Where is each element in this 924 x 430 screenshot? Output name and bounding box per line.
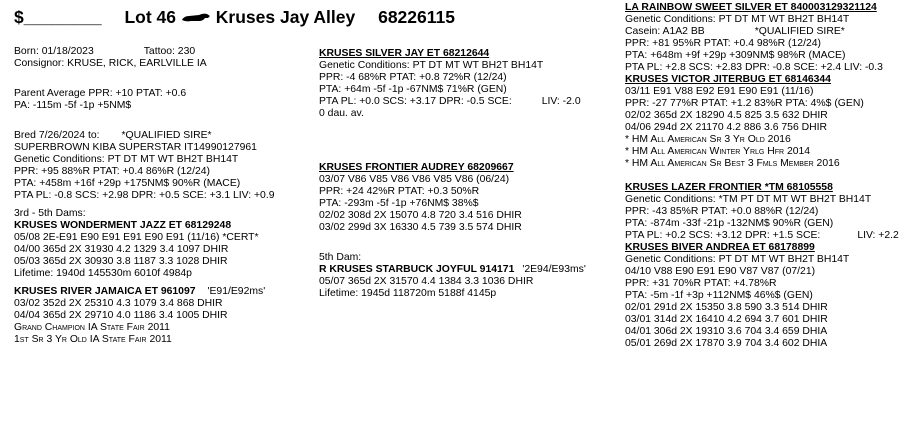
third-dam-lifetime: Lifetime: 1940d 145530m 6010f 4984p <box>14 268 192 279</box>
sire-name: KRUSES SILVER JAY ET 68212644 <box>319 48 490 59</box>
animal-name: Kruses Jay Alley <box>215 7 356 27</box>
fifth-dam-name: R KRUSES STARBUCK JOYFUL 914171 <box>319 264 515 275</box>
fifth-dam-title: 5th Dam: <box>319 252 362 263</box>
paternal-grandsire-casein: Casein: A1A2 BB <box>625 26 705 37</box>
maternal-grandsire-ppr: PPR: -43 85%R PTAT: +0.0 88%R (12/24) <box>625 206 819 217</box>
third-dam-line: 05/03 365d 2X 30930 3.8 1187 3.3 1028 DHIR <box>14 256 228 267</box>
maternal-granddam-name: KRUSES BIVER ANDREA ET 68178899 <box>625 242 815 253</box>
paternal-granddam-award: * HM All American Sr Best 3 Fmls Member 2016 <box>625 158 840 169</box>
third-dam-name: KRUSES WONDERMENT JAZZ ET 68129248 <box>14 220 232 231</box>
tattoo: Tattoo: 230 <box>143 46 196 57</box>
cow-icon <box>181 12 211 24</box>
dam-record: 03/02 299d 3X 16330 4.5 739 3.5 574 DHIR <box>319 222 522 233</box>
lot-header <box>14 7 455 27</box>
paternal-granddam-classification: 03/11 E91 V88 E92 E91 E90 E91 (11/16) <box>625 86 814 97</box>
registration-number: 68226115 <box>378 7 455 27</box>
consignor: Consignor: KRUSE, RICK, EARLVILLE IA <box>14 58 207 69</box>
lot-number: Lot 46 <box>124 7 177 27</box>
maternal-granddam-record: 02/01 291d 2X 15350 3.8 590 3.3 514 DHIR <box>625 302 828 313</box>
paternal-grandsire-qualified: *QUALIFIED SIRE* <box>754 26 845 37</box>
paternal-grandsire-pta: PTA: +648m +9f +29p +309NM$ 98%R (MACE) <box>625 50 846 61</box>
maternal-granddam-record: 03/01 314d 2X 16410 4.2 694 3.7 601 DHIR <box>625 314 828 325</box>
maternal-granddam-ppr: PPR: +31 70%R PTAT: +4.78%R <box>625 278 777 289</box>
bred-date: Bred 7/26/2024 to: <box>14 130 100 141</box>
paternal-granddam-award: * HM All American Sr 3 Yr Old 2016 <box>625 134 791 145</box>
dam-record: 02/02 308d 2X 15070 4.8 720 3.4 516 DHIR <box>319 210 522 221</box>
maternal-granddam-pta: PTA: -5m -1f +3p +112NM$ 46%$ (GEN) <box>625 290 813 301</box>
fourth-dam-line: 03/02 352d 2X 25310 4.3 1079 3.4 868 DHIR <box>14 298 223 309</box>
dam-pta: PTA: -293m -5f -1p +76NM$ 38%$ <box>319 198 479 209</box>
dam-name: KRUSES FRONTIER AUDREY 68209667 <box>319 162 514 173</box>
maternal-grandsire-ptapl: PTA PL: +0.2 SCS: +3.12 DPR: +1.5 SCE: <box>625 230 821 241</box>
paternal-granddam-record: 02/02 365d 2X 18290 4.5 825 3.5 632 DHIR <box>625 110 828 121</box>
service-sire-ptapl: PTA PL: -0.8 SCS: +2.98 DPR: +0.5 SCE: +3.1 LIV: +0.9 <box>14 190 275 201</box>
paternal-grandsire-ptapl: PTA PL: +2.8 SCS: +2.83 DPR: -0.8 SCE: +2.4 LIV: -0.3 <box>625 62 883 73</box>
fifth-dam-lifetime: Lifetime: 1945d 118720m 5188f 4145p <box>319 288 497 299</box>
paternal-granddam-record: 04/06 294d 2X 21170 4.2 886 3.6 756 DHIR <box>625 122 828 133</box>
paternal-grandsire-ppr: PPR: +81 95%R PTAT: +0.4 98%R (12/24) <box>625 38 821 49</box>
fourth-dam-award: Grand Champion IA State Fair 2011 <box>14 322 170 333</box>
paternal-granddam-award: * HM All American Winter Yrlg Hfr 2014 <box>625 146 811 157</box>
third-dam-line: 05/08 2E-E91 E90 E91 E91 E90 E91 (11/16) *CERT* <box>14 232 259 243</box>
born: Born: 01/18/2023 <box>14 46 94 57</box>
maternal-grandsire-liv: LIV: +2.2 <box>857 230 899 241</box>
sire-daughters: 0 dau. av. <box>319 108 364 119</box>
parent-average: Parent Average PPR: +10 PTAT: +0.6 <box>14 88 187 99</box>
third-dam-line: 04/00 365d 2X 31930 4.2 1329 3.4 1097 DHIR <box>14 244 229 255</box>
service-sire-genetic: Genetic Conditions: PT DT MT WT BH2T BH14T <box>14 154 239 165</box>
maternal-grandsire-pta: PTA: -874m -33f -21p -132NM$ 90%R (GEN) <box>625 218 834 229</box>
middle-column <box>319 48 586 300</box>
sire-pta: PTA: +64m -5f -1p -67NM$ 71%R (GEN) <box>319 84 507 95</box>
paternal-granddam-ppr: PPR: -27 77%R PTAT: +1.2 83%R PTA: 4%$ (GEN) <box>625 98 864 109</box>
fifth-dam-record: 05/07 365d 2X 31570 4.4 1384 3.3 1036 DHIR <box>319 276 534 287</box>
bred-qualified: *QUALIFIED SIRE* <box>121 130 212 141</box>
right-column <box>625 2 899 350</box>
maternal-grandsire-genetic: Genetic Conditions: *TM PT DT MT WT BH2T BH14T <box>625 194 872 205</box>
fourth-dam-name: KRUSES RIVER JAMAICA ET 961097 <box>14 286 196 297</box>
paternal-grandsire-name: LA RAINBOW SWEET SILVER ET 840003129321124 <box>625 2 877 13</box>
paternal-granddam-name: KRUSES VICTOR JITERBUG ET 68146344 <box>625 74 831 85</box>
maternal-granddam-record: 04/01 306d 2X 19310 3.6 704 3.4 659 DHIA <box>625 326 828 337</box>
price-blank: $________ <box>14 7 102 27</box>
dam-ppr: PPR: +24 42%R PTAT: +0.3 50%R <box>319 186 480 197</box>
sire-genetic: Genetic Conditions: PT DT MT WT BH2T BH14T <box>319 60 544 71</box>
sire-liv: LIV: -2.0 <box>541 96 581 107</box>
fourth-dam-line: 04/04 365d 2X 29710 4.0 1186 3.4 1005 DHIR <box>14 310 228 321</box>
service-sire: SUPERBROWN KIBA SUPERSTAR IT14990127961 <box>14 142 257 153</box>
maternal-granddam-classification: 04/10 V88 E90 E91 E90 V87 V87 (07/21) <box>625 266 816 277</box>
fifth-dam-score: '2E94/E93ms' <box>522 264 586 275</box>
service-sire-ppr: PPR: +95 88%R PTAT: +0.4 86%R (12/24) <box>14 166 210 177</box>
maternal-granddam-genetic: Genetic Conditions: PT DT MT WT BH2T BH14T <box>625 254 850 265</box>
fourth-dam-award: 1st Sr 3 Yr Old IA State Fair 2011 <box>14 334 172 345</box>
dams-title: 3rd - 5th Dams: <box>14 208 86 219</box>
fourth-dam-score: 'E91/E92ms' <box>207 286 266 297</box>
service-sire-pta: PTA: +458m +16f +29p +175NM$ 90%R (MACE) <box>14 178 241 189</box>
maternal-granddam-record: 05/01 269d 2X 17870 3.9 704 3.4 602 DHIA <box>625 338 828 349</box>
paternal-grandsire-genetic: Genetic Conditions: PT DT MT WT BH2T BH14T <box>625 14 850 25</box>
left-column <box>14 46 275 346</box>
sire-ppr: PPR: -4 68%R PTAT: +0.8 72%R (12/24) <box>319 72 507 83</box>
maternal-grandsire-name: KRUSES LAZER FRONTIER *TM 68105558 <box>625 182 833 193</box>
pa: PA: -115m -5f -1p +5NM$ <box>14 100 132 111</box>
sire-ptapl: PTA PL: +0.0 SCS: +3.17 DPR: -0.5 SCE: <box>319 96 512 107</box>
dam-classification: 03/07 V86 V85 V86 V86 V85 V86 (06/24) <box>319 174 510 185</box>
